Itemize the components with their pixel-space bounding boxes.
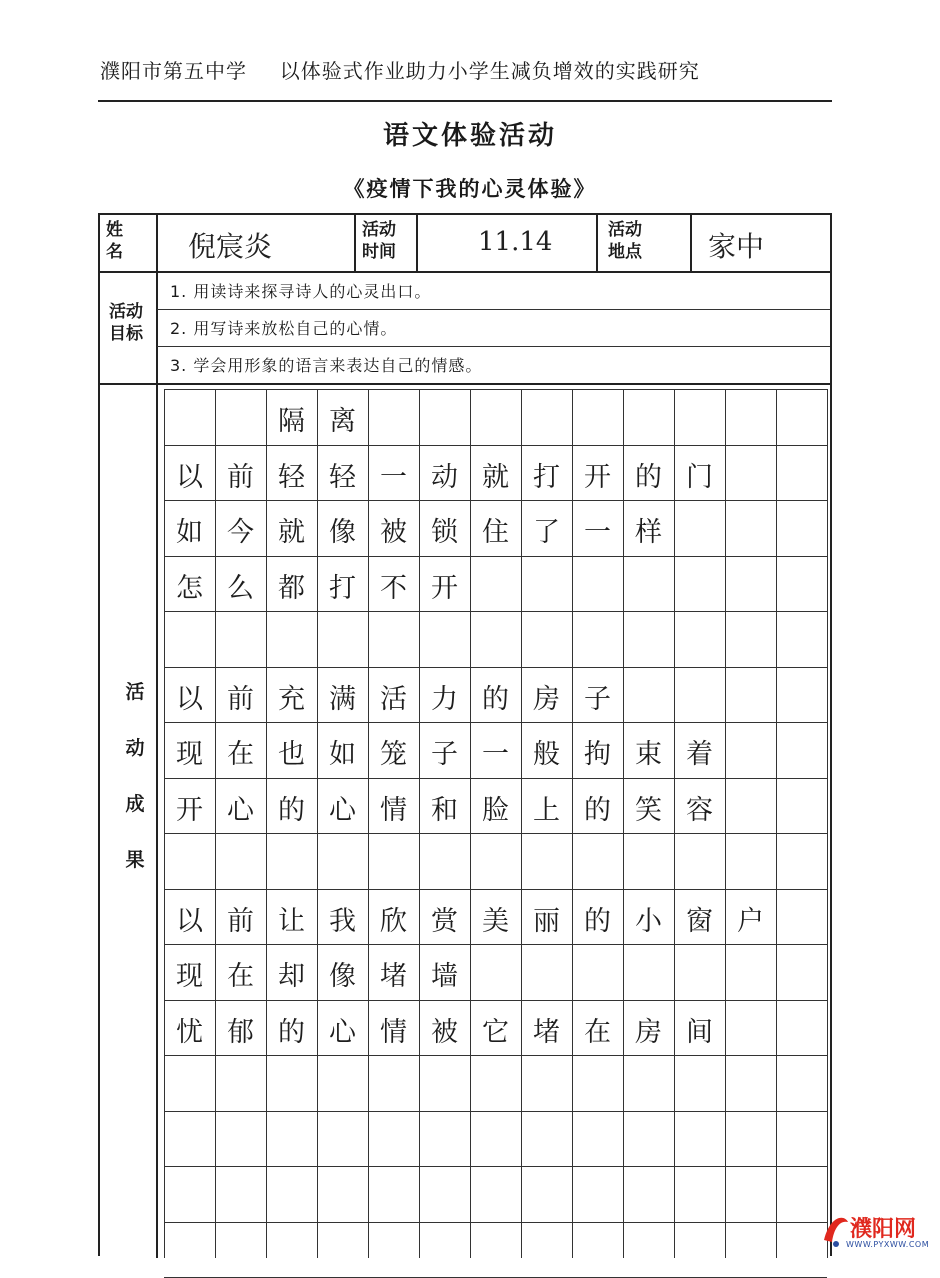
grid-char: 心 <box>329 794 356 826</box>
place-value: 家中 <box>708 230 765 263</box>
grid-char: 和 <box>431 794 458 826</box>
divider <box>157 309 830 310</box>
divider <box>156 271 158 385</box>
grid-line <box>776 389 777 1258</box>
grid-char: 情 <box>380 794 407 826</box>
grid-char: 前 <box>227 461 254 493</box>
grid-char: 笼 <box>380 739 407 770</box>
grid-line <box>164 389 827 390</box>
grid-char: 一 <box>482 739 509 770</box>
goals-label <box>108 301 150 345</box>
grid-char: 让 <box>278 905 305 937</box>
grid-char: 不 <box>380 572 407 604</box>
divider <box>596 215 598 271</box>
school-name: 濮阳市第五中学 <box>100 59 247 83</box>
divider <box>690 215 692 271</box>
grid-char: 一 <box>584 517 611 548</box>
grid-char: 我 <box>329 905 356 937</box>
grid-line <box>164 1055 827 1056</box>
time-label-text: 活动时间 <box>362 220 396 262</box>
goal-1: 1. 用读诗来探寻诗人的心灵出口。 <box>170 282 432 301</box>
name-label <box>106 219 150 263</box>
grid-char: 住 <box>482 517 509 548</box>
grid-char: 在 <box>227 961 254 992</box>
place-label-text: 活动地点 <box>608 220 642 262</box>
grid-char: 开 <box>431 572 458 604</box>
grid-char: 以 <box>176 683 203 715</box>
logo-url: WWW.PYXWW.COM <box>846 1240 930 1249</box>
place-label <box>608 219 658 263</box>
grid-char: 以 <box>176 905 203 937</box>
grid-char: 轻 <box>278 461 305 493</box>
grid-char: 欣 <box>380 905 407 937</box>
activity-form <box>98 213 832 1256</box>
site-logo <box>820 1208 940 1254</box>
grid-char: 动 <box>431 461 458 493</box>
grid-char: 怎 <box>176 572 203 604</box>
grid-char: 间 <box>686 1016 713 1048</box>
grid-char: 房 <box>533 683 560 715</box>
grid-char: 打 <box>533 461 560 493</box>
goal-2: 2. 用写诗来放松自己的心情。 <box>170 319 398 338</box>
grid-char: 么 <box>227 572 254 604</box>
grid-char: 情 <box>380 1016 407 1048</box>
page-header <box>100 55 700 84</box>
grid-line <box>164 1111 827 1112</box>
grid-line <box>164 1166 827 1167</box>
grid-line <box>164 1000 827 1001</box>
grid-char: 像 <box>329 517 356 548</box>
results-label-2: 动 <box>125 737 145 759</box>
grid-char: 前 <box>227 683 254 715</box>
grid-char: 就 <box>278 517 305 548</box>
grid-char: 户 <box>737 905 764 937</box>
grid-char: 也 <box>278 739 305 770</box>
grid-char: 一 <box>380 461 407 493</box>
grid-char: 的 <box>584 794 611 826</box>
grid-char: 门 <box>686 461 713 493</box>
grid-line <box>164 667 827 668</box>
header-rule <box>98 100 832 102</box>
grid-char: 开 <box>176 794 203 826</box>
grid-char: 的 <box>482 683 509 715</box>
grid-line <box>164 778 827 779</box>
grid-char: 在 <box>584 1016 611 1048</box>
grid-char: 上 <box>533 794 560 826</box>
grid-char: 被 <box>431 1016 458 1048</box>
worksheet-subtitle: 《疫情下我的心灵体验》 <box>343 177 597 201</box>
grid-char: 心 <box>227 794 254 826</box>
grid-char: 笑 <box>635 794 662 826</box>
grid-char: 心 <box>329 1016 356 1048</box>
divider <box>156 215 158 271</box>
grid-char: 离 <box>329 406 356 437</box>
divider <box>156 383 158 1258</box>
grid-char: 窗 <box>686 905 713 937</box>
grid-char: 如 <box>329 739 356 770</box>
grid-char: 前 <box>227 905 254 937</box>
divider <box>100 271 830 273</box>
grid-char: 脸 <box>482 794 509 826</box>
grid-char: 赏 <box>431 905 458 937</box>
grid-char: 堵 <box>533 1016 560 1048</box>
grid-char: 像 <box>329 961 356 992</box>
grid-char: 墙 <box>431 961 458 992</box>
grid-char: 郁 <box>227 1016 254 1048</box>
divider <box>416 215 418 271</box>
grid-char: 它 <box>482 1016 509 1048</box>
grid-line <box>164 611 827 612</box>
grid-char: 就 <box>482 461 509 493</box>
grid-char: 满 <box>329 683 356 715</box>
grid-char: 却 <box>278 961 305 992</box>
grid-line <box>164 500 827 501</box>
goal-3: 3. 学会用形象的语言来表达自己的情感。 <box>170 356 483 375</box>
grid-line <box>164 944 827 945</box>
goals-label-text: 活动目标 <box>109 302 143 344</box>
logo-text: 濮阳网 <box>850 1217 917 1242</box>
grid-char: 被 <box>380 517 407 548</box>
grid-char: 拘 <box>584 739 611 770</box>
worksheet-title: 语文体验活动 <box>382 121 557 151</box>
grid-line <box>827 389 828 1258</box>
grid-char: 的 <box>635 461 662 493</box>
grid-char: 开 <box>584 461 611 493</box>
grid-char: 都 <box>278 572 305 604</box>
grid-line <box>725 389 726 1258</box>
grid-line <box>164 445 827 446</box>
grid-char: 小 <box>635 905 662 937</box>
grid-line <box>164 722 827 723</box>
name-label-text: 姓名 <box>106 220 123 262</box>
grid-char: 以 <box>176 461 203 493</box>
time-label <box>362 219 412 263</box>
project-name: 以体验式作业助力小学生减负增效的实践研究 <box>279 59 700 83</box>
grid-char: 轻 <box>329 461 356 493</box>
grid-char: 活 <box>380 683 407 715</box>
time-value: 11.14 <box>478 227 553 257</box>
grid-char: 着 <box>686 739 713 770</box>
grid-char: 子 <box>584 683 611 715</box>
divider <box>100 383 830 385</box>
grid-line <box>164 556 827 557</box>
grid-line <box>164 889 827 890</box>
results-label-3: 成 <box>125 793 145 815</box>
grid-line <box>164 1222 827 1223</box>
grid-char: 隔 <box>278 406 305 437</box>
grid-char: 般 <box>533 739 560 770</box>
grid-char: 房 <box>635 1016 662 1048</box>
results-label-4: 果 <box>125 849 145 871</box>
grid-char: 的 <box>584 905 611 937</box>
grid-char: 锁 <box>431 517 458 548</box>
grid-char: 堵 <box>380 961 407 992</box>
grid-char: 了 <box>533 517 560 548</box>
divider <box>354 215 356 271</box>
grid-line <box>164 833 827 834</box>
grid-char: 容 <box>686 794 713 826</box>
grid-char: 现 <box>176 739 203 770</box>
results-label-1: 活 <box>125 681 145 703</box>
grid-char: 现 <box>176 961 203 992</box>
grid-char: 的 <box>278 794 305 826</box>
grid-char: 充 <box>278 683 305 715</box>
grid-char: 的 <box>278 1016 305 1048</box>
grid-char: 今 <box>227 517 254 548</box>
grid-char: 如 <box>176 517 203 548</box>
grid-char: 力 <box>431 683 458 715</box>
grid-char: 样 <box>635 517 662 548</box>
grid-char: 忧 <box>176 1016 203 1048</box>
grid-char: 打 <box>329 572 356 604</box>
grid-char: 在 <box>227 739 254 770</box>
grid-char: 丽 <box>533 905 560 937</box>
grid-char: 束 <box>635 739 662 770</box>
divider <box>157 346 830 347</box>
name-value: 倪宸炎 <box>188 230 273 263</box>
grid-char: 美 <box>482 905 509 937</box>
grid-char: 子 <box>431 739 458 770</box>
